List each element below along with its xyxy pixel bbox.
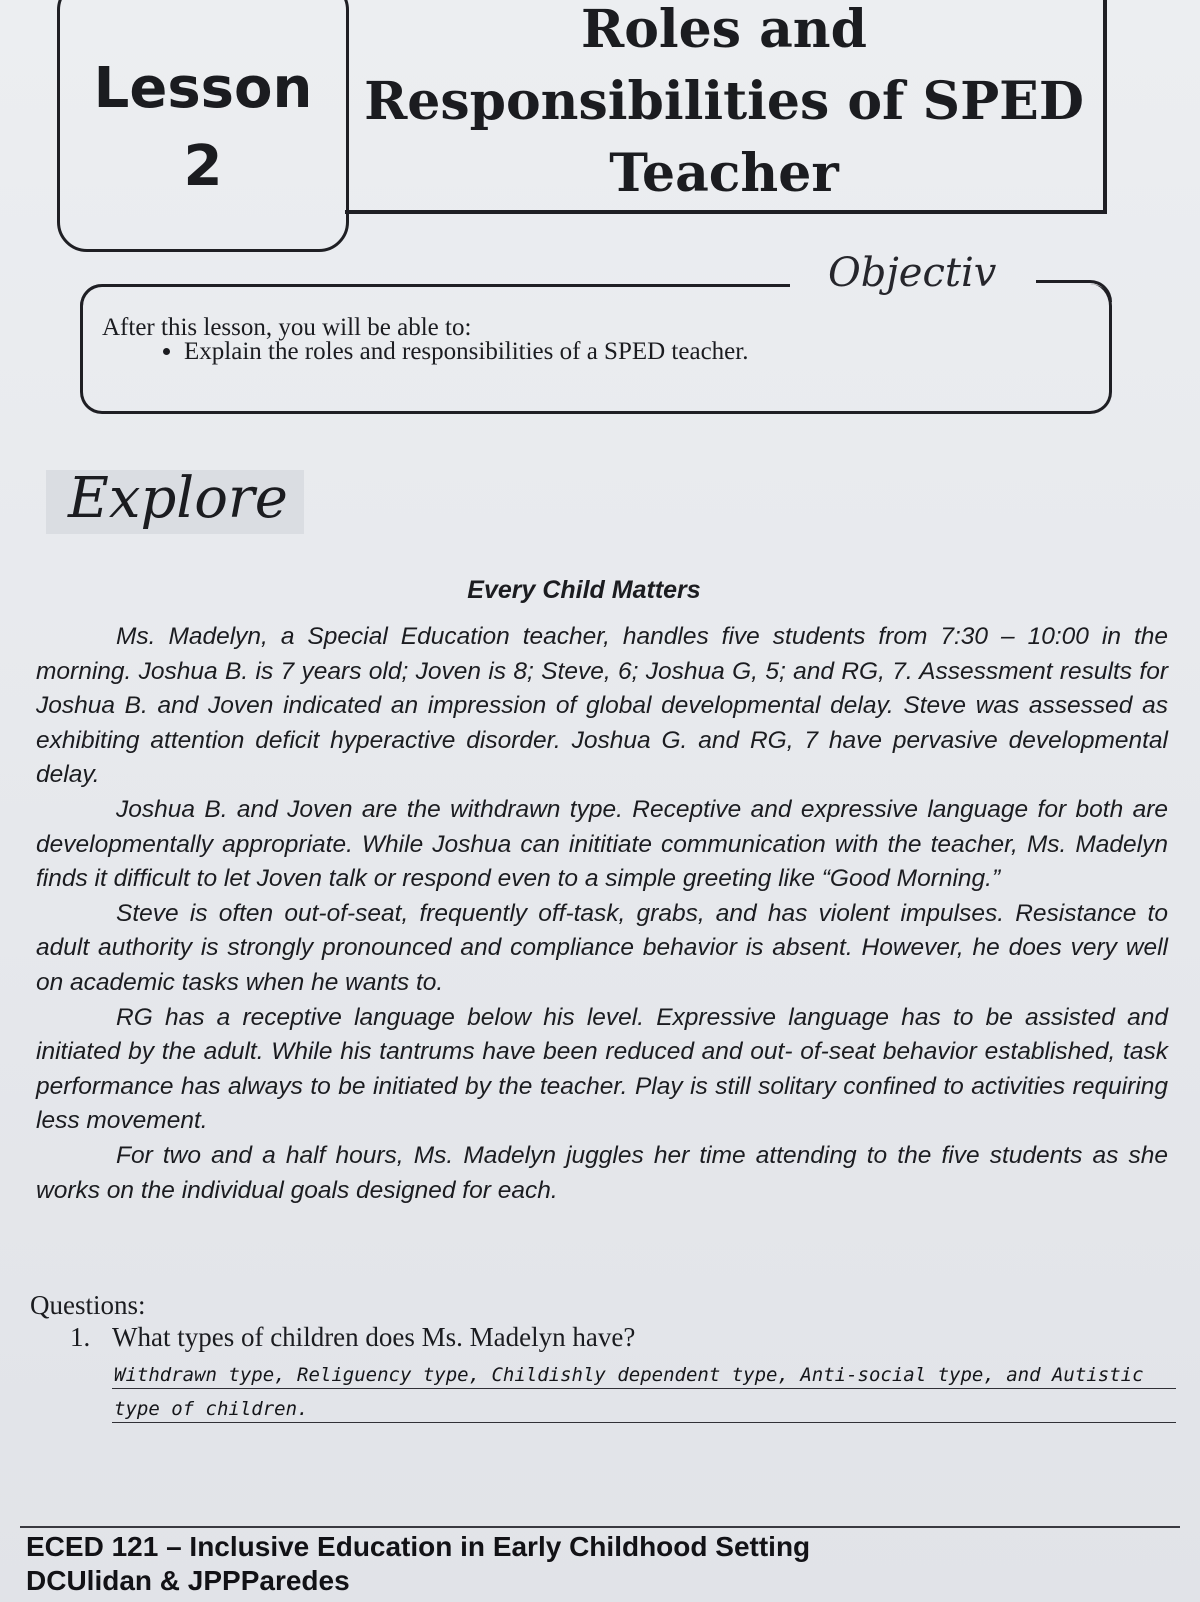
- title-line-2: Responsibilities of SPED: [364, 71, 1084, 132]
- story-body: [36, 620, 1168, 1208]
- questions-label: Questions:: [30, 1290, 146, 1320]
- footer-course: ECED 121 – Inclusive Education in Early Childhood Setting: [26, 1531, 811, 1562]
- objectives-label: Objectiv: [828, 250, 997, 296]
- handwritten-answer: Withdrawn type, Religuency type, Childishly dependent type, Anti-social type, and Autistic type of children.: [114, 1364, 1144, 1420]
- story-paragraph: RG has a receptive language below his level. Expressive language has to be assisted and initiated by the adult. While his tantrums have been reduced and out- of-seat behavior established, task performance has always to be initiated by the teacher. Play is still solitary confined to activities requiring less movement.: [36, 1003, 1168, 1135]
- lesson-badge: [57, 0, 349, 252]
- lesson-number: 2: [183, 134, 223, 199]
- lesson-label: Lesson: [93, 56, 313, 121]
- story-paragraph: Steve is often out-of-seat, frequently off-task, grabs, and has violent impulses. Resistance to adult authority is strongly pronounced and compliance behavior is absent. However, he does very well on academic tasks when he wants to.: [36, 899, 1168, 996]
- footer: [26, 1530, 810, 1598]
- objectives-intro: After this lesson, you will be able to:: [102, 314, 472, 341]
- question-1: [70, 1322, 635, 1353]
- question-text: What types of children does Ms. Madelyn have?: [112, 1322, 636, 1352]
- footer-rule: [20, 1526, 1180, 1528]
- objectives-frame-right: [1036, 280, 1112, 302]
- objectives-list: [140, 338, 748, 366]
- footer-authors: DCUlidan & JPPParedes: [26, 1565, 350, 1596]
- answer-line: [112, 1388, 1176, 1389]
- title-line-3: Teacher: [609, 143, 839, 204]
- title-line-1: Roles and: [581, 0, 867, 60]
- story-paragraph: Ms. Madelyn, a Special Education teacher, handles five students from 7:30 – 10:00 in the morning. Joshua B. is 7 years old; Joven is 8; Steve, 6; Joshua G, 5; and RG, 7. Assessment results for Joshua B. and Joven indicated an impression of global developmental delay. Steve was assessed as exhibiting attention deficit hyperactive disorder. Joshua G. and RG, 7 have pervasive developmental delay.: [36, 623, 1168, 789]
- explore-heading: Explore: [68, 466, 288, 531]
- story-title: Every Child Matters: [467, 576, 701, 604]
- objective-item: • Explain the roles and responsibilities of a SPED teacher.: [184, 338, 748, 366]
- answer-line: [112, 1422, 1176, 1423]
- story-paragraph: For two and a half hours, Ms. Madelyn juggles her time attending to the five students as she works on the individual goals designed for each.: [36, 1141, 1168, 1204]
- objectives-frame-left: [80, 284, 790, 306]
- story-paragraph: Joshua B. and Joven are the withdrawn type. Receptive and expressive language for both are developmentally appropriate. While Joshua can inititiate communication with the teacher, Ms. Madelyn finds it difficult to let Joven talk or respond even to a simple greeting like “Good Morning.”: [36, 795, 1168, 893]
- lesson-title: [345, 0, 1107, 214]
- question-number: 1.: [70, 1322, 91, 1352]
